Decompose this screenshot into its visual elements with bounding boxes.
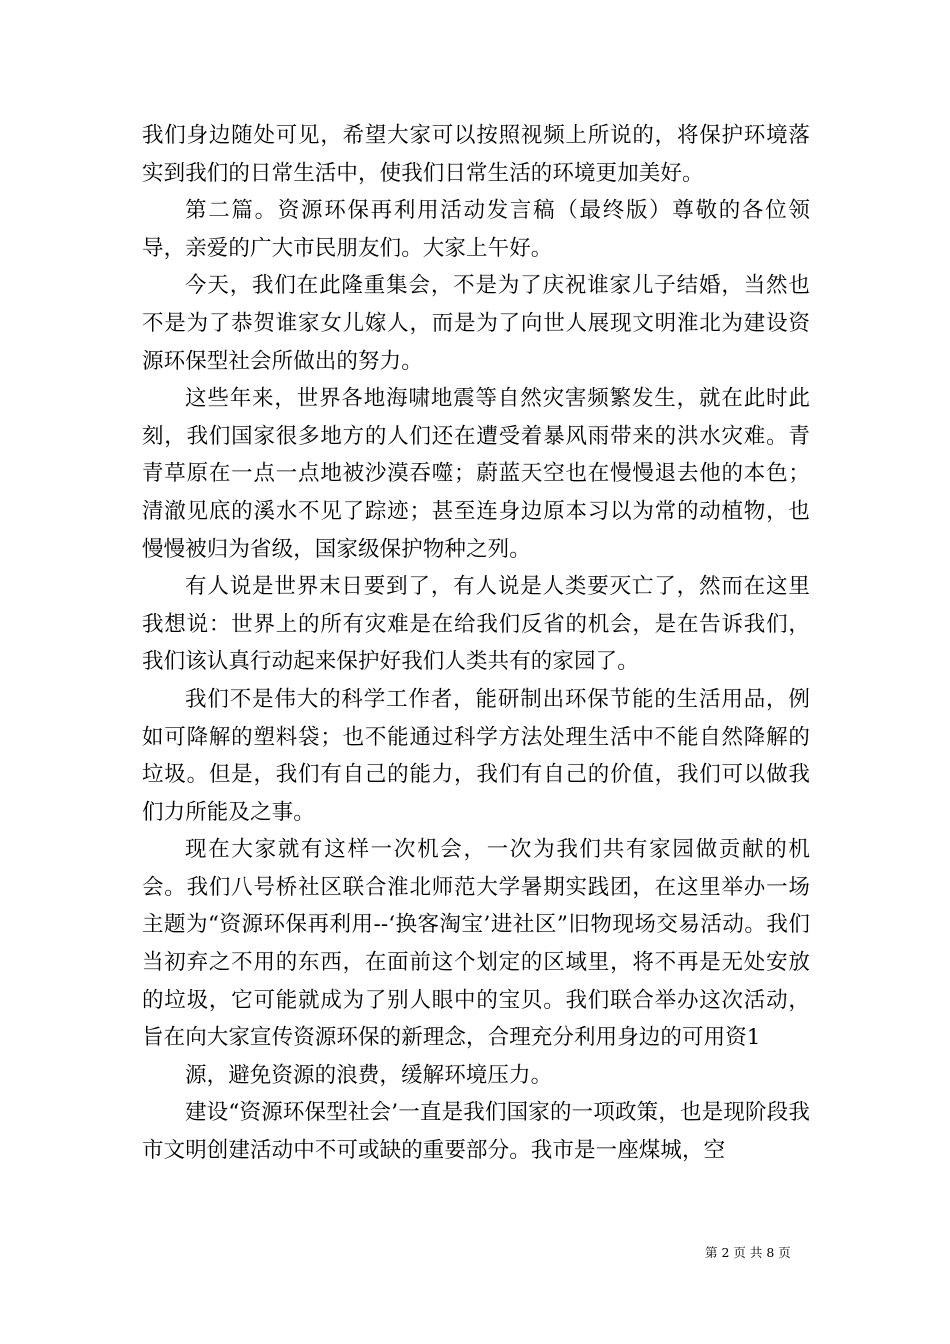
paragraph-2: 第二篇。资源环保再利用活动发言稿（最终版）尊敬的各位领导，亲爱的广大市民朋友们。大家上午好。 — [142, 198, 810, 261]
paragraph-7: 现在大家就有这样一次机会，一次为我们共有家园做贡献的机会。我们八号桥社区联合淮北师范大学暑期实践团，在这里举办一场主题为“资源环保再利用--‘换客淘宝’进社区”旧物现场交易活动。我们当初弃之不用的东西，在面前这个划定的区域里，将不再是无处安放的垃圾，它可能就成为了别人眼中的宝贝。我们联合举办这次活动，旨在向大家宣传资源环保的新理念，合理充分利用身边的可用资1 — [142, 837, 810, 1051]
paragraph-1: 我们身边随处可见，希望大家可以按照视频上所说的，将保护环境落实到我们的日常生活中，使我们日常生活的环境更加美好。 — [142, 123, 810, 186]
paragraph-9: 建设“资源环保型社会’一直是我们国家的一项政策，也是现阶段我市文明创建活动中不可或缺的重要部分。我市是一座煤城，空 — [142, 1100, 810, 1164]
document-body — [142, 117, 810, 1170]
paragraph-4: 这些年来，世界各地海啸地震等自然灾害频繁发生，就在此时此刻，我们国家很多地方的人们还在遭受着暴风雨带来的洪水灾难。青青草原在一点一点地被沙漠吞噬；蔚蓝天空也在慢慢退去他的本色；清澈见底的溪水不见了踪迹；甚至连身边原本习以为常的动植物，也慢慢被归为省级，国家级保护物种之列。 — [142, 386, 810, 562]
paragraph-3: 今天，我们在此隆重集会，不是为了庆祝谁家儿子结婚，当然也不是为了恭贺谁家女儿嫁人，而是为了向世人展现文明淮北为建设资源环保型社会所做出的努力。 — [142, 273, 810, 374]
paragraph-6: 我们不是伟大的科学工作者，能研制出环保节能的生活用品，例如可降解的塑料袋；也不能通过科学方法处理生活中不能自然降解的垃圾。但是，我们有自己的能力，我们有自己的价值，我们可以做我们力所能及之事。 — [142, 686, 810, 825]
paragraph-8: 源，避免资源的浪费，缓解环境压力。 — [185, 1062, 553, 1088]
page-number-footer: 第 2 页 共 8 页 — [705, 1245, 791, 1260]
paragraph-5: 有人说是世界末日要到了，有人说是人类要灭亡了，然而在这里我想说：世界上的所有灾难是在给我们反省的机会，是在告诉我们，我们该认真行动起来保护好我们人类共有的家园了。 — [142, 574, 810, 675]
